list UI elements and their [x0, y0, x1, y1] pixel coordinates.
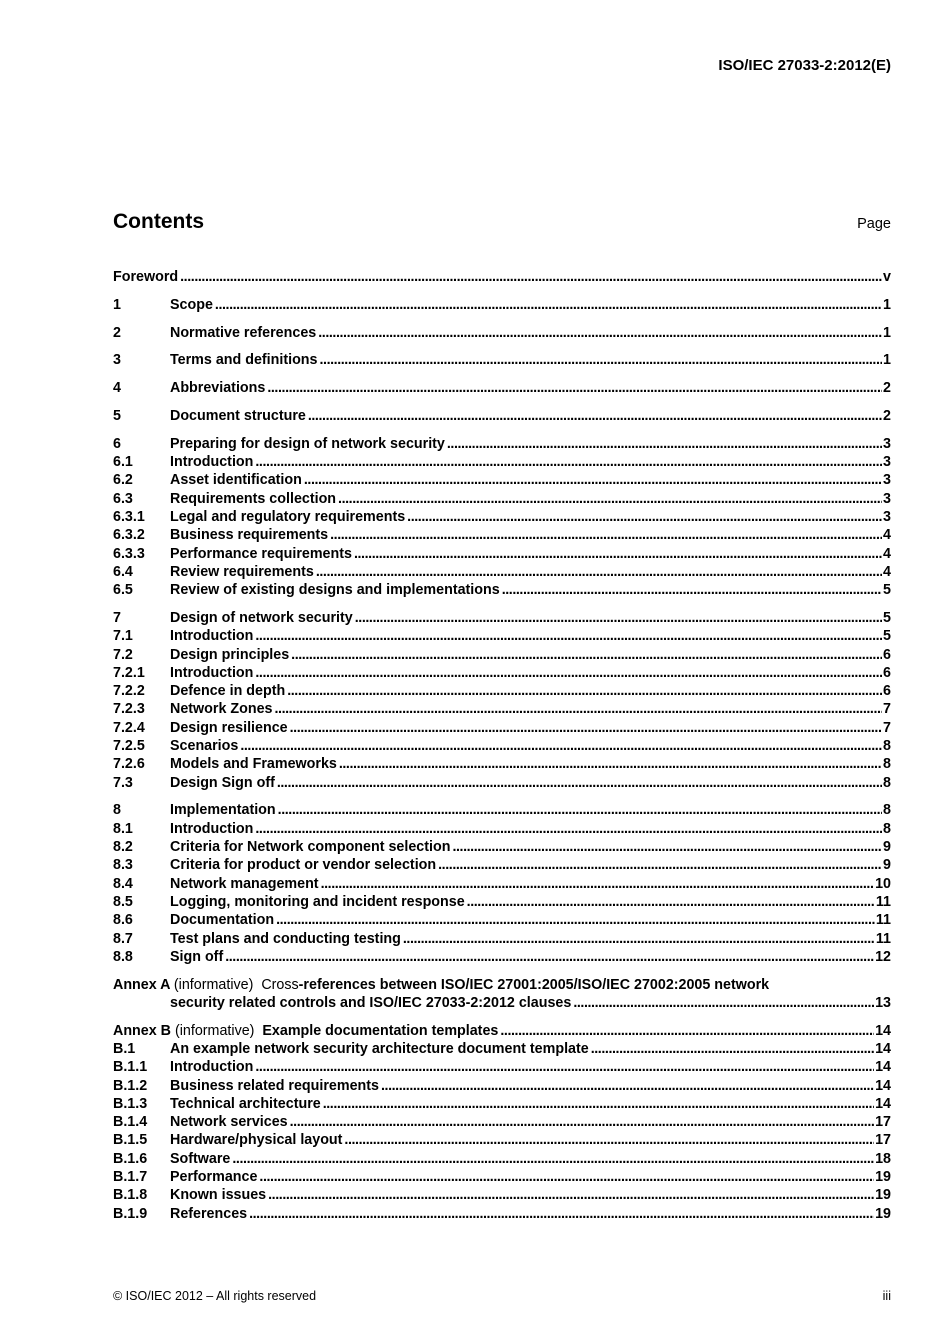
toc-entry[interactable] [113, 719, 891, 737]
page-number: iii [882, 1289, 891, 1303]
dot-leader [253, 664, 882, 682]
toc-entry-page: 3 [883, 508, 891, 525]
toc-group [113, 351, 891, 369]
toc-entry[interactable] [113, 911, 891, 929]
toc-entry-number: 6.4 [113, 563, 133, 580]
toc-entry-number: B.1.5 [113, 1132, 148, 1149]
toc-group [113, 407, 891, 425]
toc-entry[interactable] [113, 774, 891, 792]
toc-entry[interactable] [113, 453, 891, 471]
toc-entry-page: 5 [883, 609, 891, 626]
toc-entry-number: 7.2.5 [113, 738, 145, 755]
dot-leader [337, 755, 882, 773]
toc-entry[interactable] [113, 893, 891, 911]
toc-entry-title: Criteria for Network component selection [170, 839, 451, 856]
toc-entry[interactable] [113, 407, 891, 425]
copyright-footer: © ISO/IEC 2012 – All rights reserved [113, 1289, 317, 1303]
dot-leader [342, 1131, 874, 1149]
annex-label: Annex A [113, 976, 170, 993]
toc-entry-number: 7.2.1 [113, 664, 145, 681]
toc-entry-page: 11 [875, 912, 891, 929]
toc-entry-number: B.1 [113, 1040, 136, 1057]
toc-entry-title: Introduction [170, 664, 254, 681]
toc-entry-number: 6 [113, 435, 121, 452]
toc-entry-page: 4 [883, 527, 891, 544]
dot-leader [230, 1150, 874, 1168]
toc-entry[interactable] [113, 737, 891, 755]
toc-entry[interactable] [113, 1040, 891, 1058]
toc-entry-number: B.1.6 [113, 1150, 148, 1167]
dot-leader [253, 1058, 874, 1076]
toc-entry[interactable] [113, 1168, 891, 1186]
toc-entry-number: 7.2.6 [113, 756, 145, 773]
toc-entry-page: 3 [883, 454, 891, 471]
dot-leader [213, 296, 882, 314]
toc-entry-title: Defence in depth [170, 683, 286, 700]
toc-entry[interactable] [113, 930, 891, 948]
toc-entry[interactable] [113, 682, 891, 700]
toc-entry-number: 6.1 [113, 454, 133, 471]
toc-entry-title: Foreword [113, 269, 179, 285]
toc-entry-number: 6.5 [113, 582, 133, 599]
toc-entry[interactable] [113, 351, 891, 369]
dot-leader [589, 1040, 874, 1058]
dot-leader [352, 545, 882, 563]
toc-entry-number: 7 [113, 609, 121, 626]
toc-entry[interactable] [113, 1205, 891, 1223]
toc-entry-title: Introduction [170, 1059, 254, 1076]
toc-entry-title: Review of existing designs and implementations [170, 582, 500, 599]
toc-entry-title: Design principles [170, 646, 290, 663]
toc-entry-page: 19 [875, 1169, 891, 1186]
dot-leader [318, 351, 883, 369]
dot-leader [500, 581, 882, 599]
toc-entry-title: Abbreviations [170, 380, 266, 397]
toc-entry-page: 7 [883, 719, 891, 736]
toc-entry-title: Models and Frameworks [170, 756, 337, 773]
toc-entry[interactable] [113, 1077, 891, 1095]
dot-leader [238, 737, 882, 755]
toc-entry-number: 7.2.4 [113, 719, 145, 736]
toc-entry-page: 17 [875, 1114, 891, 1131]
toc-entry[interactable] [113, 563, 891, 581]
toc-entry-page: 18 [875, 1150, 891, 1167]
toc-entry[interactable] [113, 379, 891, 397]
dot-leader [289, 646, 882, 664]
toc-entry[interactable] [113, 1150, 891, 1168]
toc-entry-page: 9 [883, 839, 891, 856]
toc-entry[interactable] [113, 627, 891, 645]
dot-leader [321, 1095, 874, 1113]
toc-entry-title: References [170, 1205, 248, 1222]
dot-leader [247, 1205, 874, 1223]
dot-leader [266, 1186, 874, 1204]
dot-leader [306, 407, 882, 425]
dot-leader [223, 948, 874, 966]
toc-entry-title: Business related requirements [170, 1077, 379, 1094]
toc-group [113, 324, 891, 342]
toc-entry-number: B.1.7 [113, 1169, 148, 1186]
toc-entry-number: 8.4 [113, 875, 133, 892]
toc-entry-title: Sign off [170, 948, 224, 965]
toc-entry-number: 8.1 [113, 820, 133, 837]
dot-leader [272, 700, 882, 718]
toc-entry[interactable] [113, 1186, 891, 1204]
toc-entry-page: 8 [883, 756, 891, 773]
toc-entry[interactable] [113, 435, 891, 453]
dot-leader [302, 471, 882, 489]
toc-entry-page: 4 [883, 545, 891, 562]
toc-entry-title: Introduction [170, 628, 254, 645]
toc-entry[interactable] [113, 1113, 891, 1131]
toc-entry-title: Performance [170, 1169, 258, 1186]
toc-group [113, 296, 891, 314]
toc-entry-title: Introduction [170, 454, 254, 471]
dot-leader [253, 453, 882, 471]
page-column-label: Page [857, 216, 891, 232]
toc-entry-page: 8 [883, 774, 891, 791]
dot-leader [401, 930, 875, 948]
toc-entry-page: 1 [883, 324, 891, 341]
toc-entry[interactable] [113, 875, 891, 893]
toc-entry-number: B.1.8 [113, 1187, 148, 1204]
toc-entry-page: 14 [875, 1095, 891, 1112]
toc-entry-title: Criteria for product or vendor selection [170, 857, 437, 874]
toc-entry-number: 8.7 [113, 930, 133, 947]
toc-entry-title: Document structure [170, 407, 306, 424]
toc-entry-page: 8 [883, 802, 891, 819]
toc-entry[interactable] [113, 838, 891, 856]
toc-entry-number: 7.2.3 [113, 701, 145, 718]
dot-leader [436, 856, 882, 874]
toc-entry-page: 14 [875, 1077, 891, 1094]
toc-entry-number: 3 [113, 352, 121, 369]
toc-entry-title: Design resilience [170, 719, 288, 736]
dot-leader [353, 609, 882, 627]
annex-heading [113, 1022, 498, 1040]
toc-entry-number: 8.3 [113, 857, 133, 874]
toc-entry-page: 9 [883, 857, 891, 874]
toc-entry-number: 7.3 [113, 774, 133, 791]
dot-leader [319, 875, 875, 893]
toc-entry-title: Scenarios [170, 738, 239, 755]
toc-entry[interactable] [113, 1131, 891, 1149]
toc-entry-page: 13 [875, 994, 891, 1011]
toc-group [113, 268, 891, 286]
contents-title: Contents [113, 210, 204, 233]
toc-entry[interactable] [113, 508, 891, 526]
toc-entry-number: 7.2 [113, 646, 133, 663]
toc-entry-page: 2 [883, 407, 891, 424]
toc-entry[interactable] [113, 856, 891, 874]
dot-leader [265, 379, 882, 397]
toc-entry-title: Implementation [170, 802, 276, 819]
dot-leader [405, 508, 882, 526]
toc-entry[interactable] [113, 545, 891, 563]
toc-entry[interactable] [113, 755, 891, 773]
annex-title-cont: security related controls and ISO/IEC 27033-2:2012 clauses [170, 994, 572, 1011]
dot-leader [571, 994, 874, 1012]
toc-entry-page: 4 [883, 563, 891, 580]
toc-entry-page: 3 [883, 435, 891, 452]
toc-entry-number: 6.3.3 [113, 545, 145, 562]
document-id: ISO/IEC 27033-2:2012(E) [718, 57, 891, 74]
toc-entry[interactable] [113, 526, 891, 544]
dot-leader [328, 526, 882, 544]
table-of-contents [113, 268, 891, 1232]
annex-b-entry[interactable] [113, 1022, 891, 1040]
dot-leader [450, 838, 882, 856]
dot-leader [445, 435, 882, 453]
toc-entry[interactable] [113, 820, 891, 838]
toc-entry-title: Test plans and conducting testing [170, 930, 401, 947]
toc-entry-page: 19 [875, 1187, 891, 1204]
annex-title: -references between ISO/IEC 27001:2005/ISO/IEC 27002:2005 network [298, 976, 770, 993]
toc-entry-number: 8 [113, 802, 121, 819]
toc-entry-number: 1 [113, 296, 121, 313]
annex-label: Annex B [113, 1022, 171, 1039]
toc-entry-number: 8.5 [113, 893, 133, 910]
toc-entry-title: Hardware/physical layout [170, 1132, 343, 1149]
toc-entry-page: 2 [883, 380, 891, 397]
toc-entry-title: Normative references [170, 324, 317, 341]
toc-group [113, 609, 891, 792]
toc-entry-page: 19 [875, 1205, 891, 1222]
toc-entry-number: 6.3.2 [113, 527, 145, 544]
toc-entry-number: B.1.3 [113, 1095, 148, 1112]
toc-entry[interactable] [113, 1058, 891, 1076]
dot-leader [285, 682, 882, 700]
dot-leader [314, 563, 882, 581]
toc-entry-title: Business requirements [170, 527, 329, 544]
toc-entry-page: 12 [875, 948, 891, 965]
toc-entry-title: Introduction [170, 820, 254, 837]
dot-leader [257, 1168, 874, 1186]
toc-entry-page: 1 [883, 352, 891, 369]
toc-entry-number: B.1.2 [113, 1077, 148, 1094]
annex-title-prefix: Cross [261, 976, 299, 993]
toc-entry-title: Legal and regulatory requirements [170, 508, 406, 525]
toc-entry[interactable] [113, 646, 891, 664]
dot-leader [274, 911, 875, 929]
toc-entry-title: Network services [170, 1114, 288, 1131]
toc-entry-title: Network management [170, 875, 319, 892]
toc-entry-page: 3 [883, 472, 891, 489]
toc-entry-number: 8.6 [113, 912, 133, 929]
toc-entry-title: Logging, monitoring and incident response [170, 893, 465, 910]
toc-entry-title: Asset identification [170, 472, 302, 489]
toc-entry-page: 7 [883, 701, 891, 718]
toc-entry-title: Terms and definitions [170, 352, 318, 369]
toc-entry-page: 8 [883, 738, 891, 755]
toc-entry-number: 5 [113, 407, 121, 424]
toc-entry-page: 11 [875, 893, 891, 910]
toc-entry[interactable] [113, 581, 891, 599]
toc-entry-title: Known issues [170, 1187, 267, 1204]
toc-entry[interactable] [113, 324, 891, 342]
dot-leader [253, 820, 882, 838]
dot-leader [498, 1022, 874, 1040]
toc-entry[interactable] [113, 664, 891, 682]
toc-entry-page: 14 [875, 1022, 891, 1039]
toc-entry-title: Performance requirements [170, 545, 352, 562]
toc-entry-page: 14 [875, 1059, 891, 1076]
dot-leader [465, 893, 875, 911]
toc-entry[interactable] [113, 948, 891, 966]
toc-entry-number: 4 [113, 380, 121, 397]
toc-entry-title: Network Zones [170, 701, 273, 718]
toc-entry-page: 10 [875, 875, 891, 892]
toc-entry-number: 7.1 [113, 628, 133, 645]
dot-leader [336, 490, 882, 508]
toc-entry-page: 6 [883, 646, 891, 663]
toc-entry-title: Requirements collection [170, 490, 337, 507]
toc-entry-title: Documentation [170, 912, 275, 929]
toc-entry-title: Preparing for design of network security [170, 435, 445, 452]
toc-entry-number: B.1.1 [113, 1059, 148, 1076]
toc-entry[interactable] [113, 700, 891, 718]
toc-group [113, 801, 891, 966]
dot-leader [275, 774, 882, 792]
dot-leader [253, 627, 882, 645]
toc-entry-number: 6.2 [113, 472, 133, 489]
annex-b-group [113, 1022, 891, 1223]
toc-entry-title: Technical architecture [170, 1095, 321, 1112]
toc-group [113, 379, 891, 397]
toc-entry[interactable] [113, 471, 891, 489]
toc-entry-page: 5 [883, 582, 891, 599]
annex-type: (informative) [174, 1022, 255, 1039]
toc-group [113, 435, 891, 600]
dot-leader [379, 1077, 874, 1095]
toc-entry-number: 6.3 [113, 490, 133, 507]
toc-entry-title: Software [170, 1150, 231, 1167]
toc-entry-page: 14 [875, 1040, 891, 1057]
toc-entry-number: 8.8 [113, 948, 133, 965]
toc-entry[interactable] [113, 1095, 891, 1113]
toc-entry-page: v [883, 269, 891, 285]
toc-entry-title: Scope [170, 296, 213, 313]
toc-entry[interactable] [113, 609, 891, 627]
toc-entry-page: 5 [883, 628, 891, 645]
toc-entry[interactable] [113, 801, 891, 819]
toc-entry-page: 8 [883, 820, 891, 837]
toc-entry-page: 1 [883, 296, 891, 313]
toc-entry-page: 3 [883, 490, 891, 507]
toc-entry-page: 17 [875, 1132, 891, 1149]
toc-entry-page: 11 [875, 930, 891, 947]
toc-entry-number: 6.3.1 [113, 508, 145, 525]
dot-leader [178, 268, 882, 286]
annex-title: Example documentation templates [262, 1022, 499, 1039]
toc-entry[interactable] [113, 296, 891, 314]
toc-entry-number: B.1.4 [113, 1114, 148, 1131]
annex-type: (informative) [173, 976, 254, 993]
toc-entry-number: 7.2.2 [113, 683, 145, 700]
toc-entry-number: 2 [113, 324, 121, 341]
dot-leader [288, 1113, 874, 1131]
toc-entry-page: 6 [883, 683, 891, 700]
dot-leader [316, 324, 882, 342]
annex-a-entry[interactable] [113, 976, 891, 1013]
toc-entry-title: Design Sign off [170, 774, 275, 791]
dot-leader [276, 801, 882, 819]
toc-entry-number: B.1.9 [113, 1205, 148, 1222]
toc-entry-title: Review requirements [170, 563, 314, 580]
toc-entry-number: 8.2 [113, 839, 133, 856]
toc-entry[interactable] [113, 490, 891, 508]
toc-entry[interactable] [113, 268, 891, 286]
toc-entry-title: An example network security architecture document template [170, 1040, 589, 1057]
dot-leader [288, 719, 882, 737]
toc-entry-page: 6 [883, 664, 891, 681]
toc-entry-title: Design of network security [170, 609, 353, 626]
